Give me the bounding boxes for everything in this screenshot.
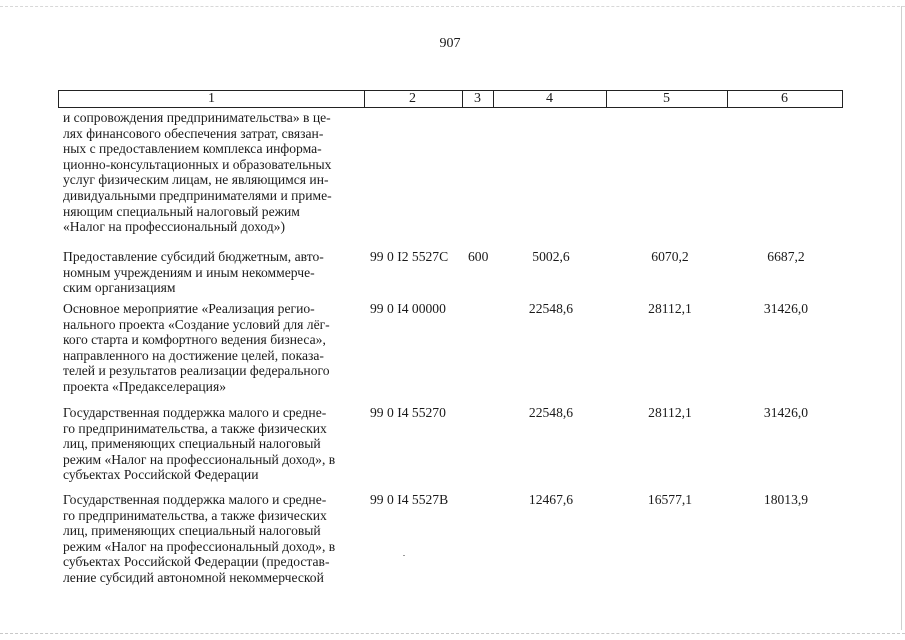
- row-value-year-3: 31426,0: [763, 301, 809, 316]
- row-value-year-2: 28112,1: [648, 405, 692, 420]
- scan-speck: [403, 555, 405, 556]
- row-value-year-1: 12467,6: [528, 492, 574, 507]
- row-value-year-1: 22548,6: [528, 405, 574, 420]
- page-right-border: [901, 6, 902, 630]
- header-col-1: 1: [58, 90, 365, 108]
- header-col-2: 2: [363, 90, 463, 108]
- table-row-description: Государственная поддержка малого и средне- го предпринимательства, а также физических лиц, применяющих специальный налоговый режим «Налог на профессиональный доход», в субъектах Российской Федерации (предостав- ление субсидий автономной некоммерческой: [63, 492, 336, 585]
- table-row-description: и сопровождения предпринимательства» в це- лях финансового обеспечения затрат, связан- ных с предоставлением комплекса информа- ционно-консультационных и образовательных услуг физическим лицам, не являющимся ин- дивидуальными предпринимателями и приме- няющим специальный налоговый режим «Налог на профессиональный доход»): [63, 110, 332, 235]
- page-bottom-border: [0, 633, 905, 634]
- header-col-3: 3: [462, 90, 494, 108]
- table-row-description: Основное мероприятие «Реализация регио- нального проекта «Создание условий для лёг- кого старта и комфортного ведения бизнеса», направленного на достижение целей, показа- телей и результатов реализации федерального проекта «Предакселерация»: [63, 301, 330, 394]
- row-code: 99 0 I4 55270: [370, 405, 446, 420]
- row-value-year-2: 28112,1: [648, 301, 692, 316]
- row-code: 99 0 I4 00000: [370, 301, 446, 316]
- row-code: 99 0 I4 5527В: [370, 492, 449, 507]
- page-top-border: [0, 6, 905, 7]
- row-value-year-1: 22548,6: [528, 301, 574, 316]
- row-value-year-3: 6687,2: [767, 249, 805, 264]
- table-row-description: Государственная поддержка малого и средне- го предпринимательства, а также физических лиц, применяющих специальный налоговый режим «Налог на профессиональный доход», в субъектах Российской Федерации: [63, 405, 336, 483]
- row-expense-type: 600: [468, 249, 489, 264]
- row-value-year-2: 16577,1: [647, 492, 693, 507]
- table-header: [58, 90, 843, 107]
- row-value-year-1: 5002,6: [532, 249, 570, 264]
- header-col-6: 6: [727, 90, 843, 108]
- header-col-5: 5: [606, 90, 728, 108]
- page-number: 907: [439, 36, 461, 51]
- row-value-year-3: 31426,0: [763, 405, 809, 420]
- header-col-4: 4: [493, 90, 607, 108]
- row-value-year-2: 6070,2: [651, 249, 689, 264]
- table-row-description: Предоставление субсидий бюджетным, авто- номным учреждениям и иным некоммерче- ским организациям: [63, 249, 324, 296]
- row-value-year-3: 18013,9: [763, 492, 809, 507]
- row-code: 99 0 I2 5527С: [370, 249, 449, 264]
